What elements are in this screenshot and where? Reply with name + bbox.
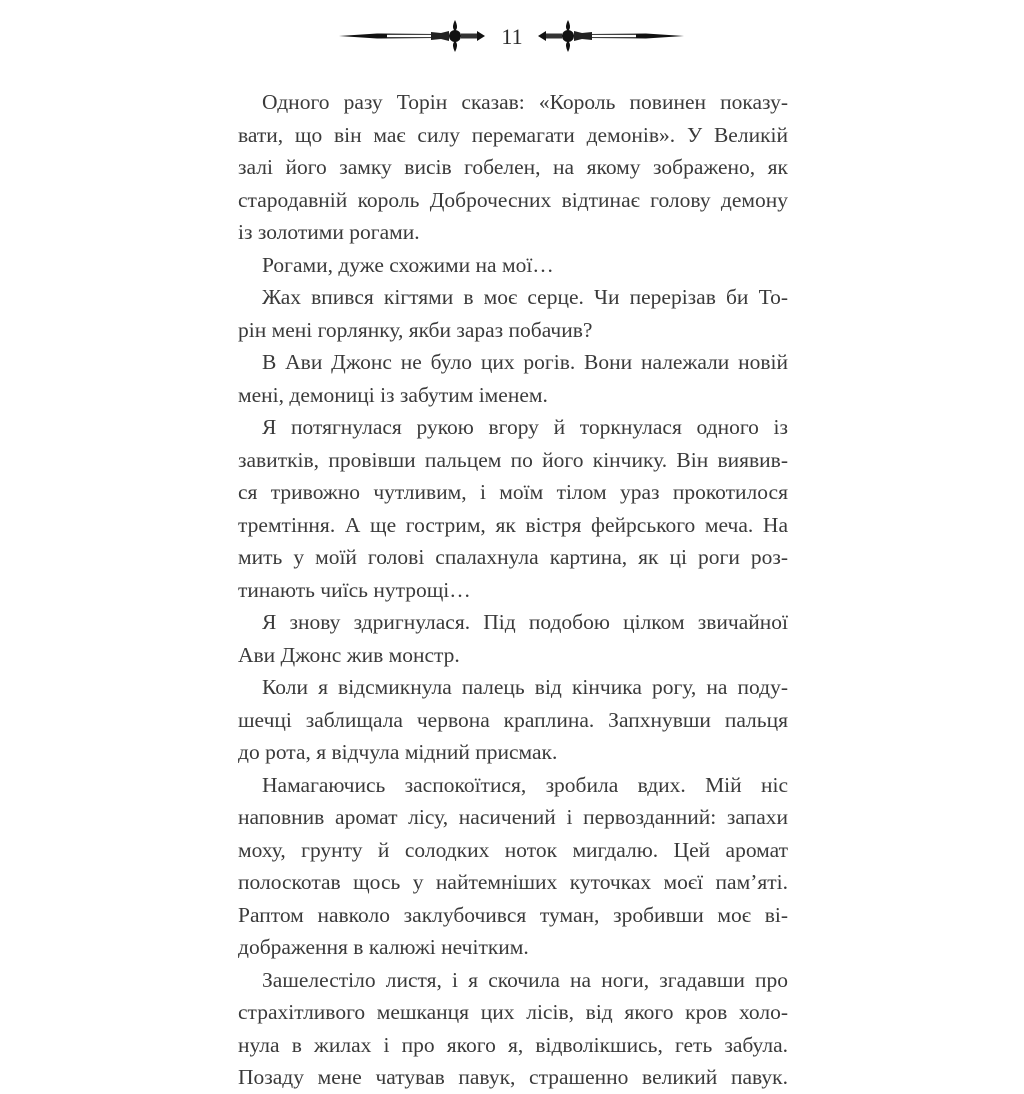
text-line: Я знову здригнулася. Під подобою цілком звичайної	[262, 610, 788, 634]
sword-ornament-right-icon	[536, 18, 686, 54]
text-line: Ави Джонс жив монстр.	[238, 642, 460, 667]
text-line: наповнив аромат лісу, насичений і первозданний: запахи	[238, 805, 788, 829]
text-line: із золотими рогами.	[238, 220, 420, 244]
text-line: рін мені горлянку, якби зараз побачив?	[238, 317, 593, 342]
text-line: тремтіння. А ще гострим, як вістря фейрського меча. На	[238, 512, 788, 537]
text-line: Раптом навколо заклубочився туман, зробивши моє ві-	[238, 902, 788, 927]
text-line: Намагаючись заспокоїтися, зробила вдих. Мій ніс	[262, 772, 788, 797]
text-line: мить у моїй голові спалахнула картина, як ці роги роз-	[238, 545, 788, 569]
text-line: полоскотав щось у найтемніших куточках моєї пам’яті.	[238, 870, 788, 894]
text-line: Жах впився кігтями в моє серце. Чи перерізав би То-	[262, 285, 788, 309]
page-header	[0, 18, 1024, 54]
text-line: моху, грунту й солодких ноток мигдалю. Цей аромат	[238, 837, 788, 862]
text-line: мені, демониці із забутим іменем.	[238, 382, 548, 407]
text-line: страхітливого мешканця цих лісів, від якого кров холо-	[238, 1000, 788, 1024]
text-line: Одного разу Торін сказав: «Король повинен показу-	[262, 90, 788, 114]
text-line: дображення в калюжі нечітким.	[238, 935, 529, 959]
text-line: Позаду мене чатував павук, страшенно великий павук.	[238, 1065, 788, 1089]
text-line: В Ави Джонс не було цих рогів. Вони належали новій	[262, 350, 788, 374]
text-line: завитків, провівши пальцем по його кінчику. Він виявив-	[238, 447, 788, 472]
text-line: шечці заблищала червона краплина. Запхнувши пальця	[238, 707, 788, 732]
sword-ornament-left-icon	[337, 18, 487, 54]
text-line: до рота, я відчула мідний присмак.	[238, 740, 558, 764]
text-line: нула в жилах і про якого я, відволікшись, геть забула.	[238, 1032, 788, 1057]
text-line: Рогами, дуже схожими на мої…	[262, 252, 554, 277]
text-line: Коли я відсмикнула палець від кінчика рогу, на поду-	[262, 675, 788, 699]
text-line: стародавній король Доброчесних відтинає голову демону	[238, 187, 788, 212]
text-line: тинають чиїсь нутрощі…	[238, 577, 471, 602]
text-line: вати, що він має силу перемагати демонів». У Великій	[238, 122, 788, 147]
text-line: ся тривожно чутливим, і моїм тілом ураз прокотилося	[238, 480, 788, 504]
body-text	[238, 86, 788, 1094]
text-line: Зашелестіло листя, і я скочила на ноги, згадавши про	[262, 967, 788, 992]
text-line: Я потягнулася рукою вгору й торкнулася одного із	[262, 415, 788, 439]
page-number: 11	[501, 24, 523, 49]
text-line: залі його замку висів гобелен, на якому зображено, як	[238, 155, 788, 179]
